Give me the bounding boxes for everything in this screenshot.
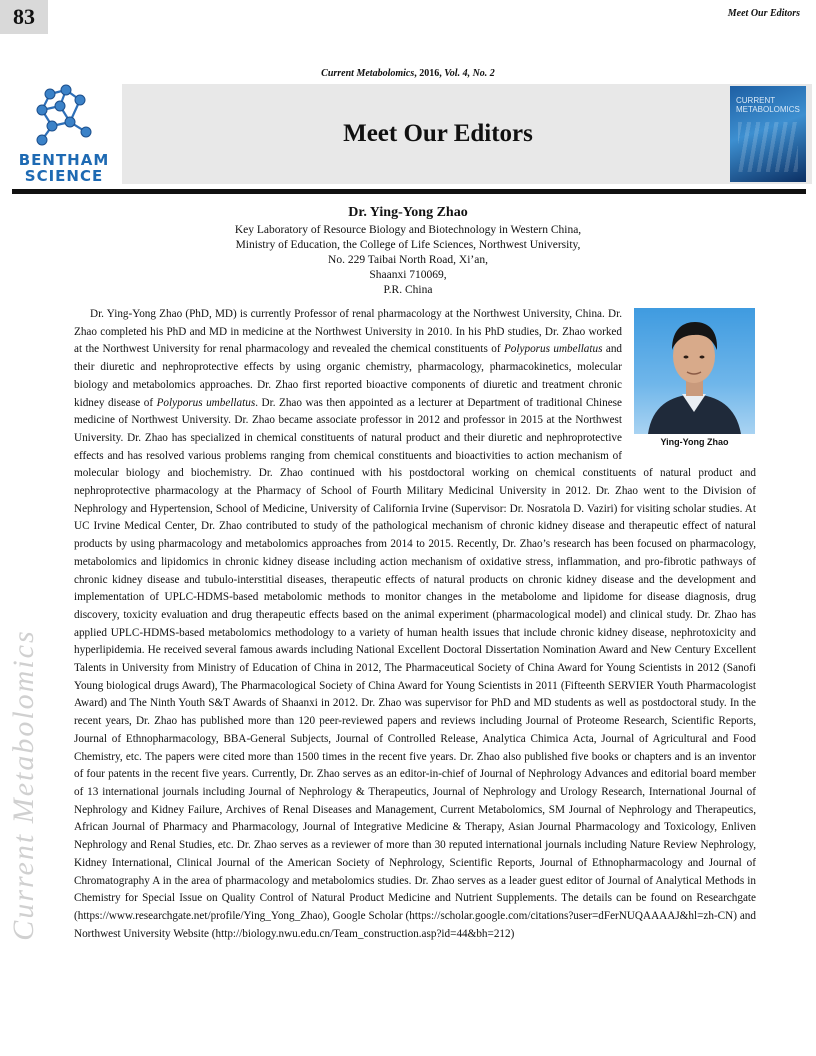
- molecule-icon: [30, 84, 100, 150]
- address-line: Key Laboratory of Resource Biology and Biotechnology in Western China,: [234, 224, 582, 236]
- bio-species-name: Polyporus umbellatus: [156, 396, 256, 409]
- address-line: No. 229 Taibai North Road, Xi’an,: [328, 254, 488, 266]
- cover-graphic: [738, 122, 798, 172]
- cover-title-line-2: METABOLOMICS: [736, 105, 800, 114]
- page-number: 83: [0, 0, 48, 34]
- journal-volume: Vol. 4, No. 2: [444, 68, 495, 79]
- address-line: Shaanxi 710069,: [369, 269, 447, 281]
- watermark-text: Current Metabolomics: [7, 629, 40, 941]
- bio-part-1: Dr. Ying-Yong Zhao (PhD, MD) is currently Professor of renal pharmacology at the Northwest University, China. Dr. Zhao completed his PhD and MD in medicine at the Northwest University in 2010. In his PhD studies, Dr. Zhao worked at the Northwest University for renal pharmacology and revealed the chemical constituents of: [74, 308, 622, 356]
- journal-cover-thumbnail: [730, 86, 806, 182]
- bio-part-2: and their diuretic and nephroprotective effects by using organic chemistry, pharmacology, pharmacokinetics, molecular biology and metabolomics approaches. Dr. Zhao first reported bioactive components of diuretic and treatment chronic kidney disease of: [74, 343, 623, 409]
- publisher-line-2: SCIENCE: [24, 167, 104, 185]
- cover-title-line-1: CURRENT: [736, 96, 776, 105]
- photo-spacer: [622, 306, 756, 456]
- journal-name: Current Metabolomics: [321, 68, 415, 79]
- running-title: Meet Our Editors: [727, 8, 800, 19]
- bio-part-3: . Dr. Zhao was then appointed as a lecturer at Department of traditional Chinese medicine of Northwest University. Dr. Zhao became associate professor in 2012 and professor in 2015 at the Northwest University. Dr. Zhao has specialized in chemical constituents of natural product and their diuretic and nephroprotective effects and has resolved various problems ranging from chemical constituents and bioactivities to action mechanism of molecular biology and biochemistry. Dr. Zhao continued with his postdoctoral working on chemical constituents of natural product and nephroprotective pharmacology at the Pharmacy of School of Fourth Military Medicinal University in 2012. Dr. Zhao went to the Division of Nephrology and Hypertension, School of Medicine, University of California Irvine (Supervisor: Dr. Nosratola D. Vaziri) for visiting scholar studies. At UC Irvine Medical Center, Dr. Zhao contributed to study of the pathological mechanism of chronic kidney disease and therapeutic effect of natural products by using pharmacology and metabolomics approaches from 2014 to 2015. Recently, Dr. Zhao’s research has been focused on pharmacology, metabolomics and lipidomics in chronic kidney disease including action mechanism of oxidative stress, inflammation, and pro-fibrotic pathways of chronic kidney disease and tubulo-interstitial diseases, therapeutic effects of natural products on chronic kidney disease and the development and implementation of UPLC-HDMS-based metabolomic methods to monitor changes in the metabolome and lipidome for disease diagnosis, drug discovery, toxicity evaluation and drug therapeutic effects based on the animal experiment (pharmacological model) and clinical study. Dr. Zhao has applied UPLC-HDMS-based metabolomics methodology to a variety of human health issues that include chronic kidney disease, nephrotoxicity and hyperlipidemia. He received several famous awards including National Excellent Doctoral Dissertation Nomination Award and New Century Excellent Talents in University from Ministry of Education of China in 2012, The Pharmaceutical Society of China Award for Young Scientists in 2012 (Sanofi Young biological drugs Award), The Pharmacological Society of China Award for Young Scientists in 2011 (Fifteenth SERVIER Youth Pharmacologist Award) and The Ninth Youth S&T Awards of Shaanxi in 2012. Dr. Zhao was supervisor for PhD and MD students as well as postdoctoral study. In the recent years, Dr. Zhao has published more than 120 peer-reviewed papers and reviews including Journal of Proteome Research, Scientific Reports, Journal of Ethnopharmacology, BBA-General Subjects, Journal of Controlled Release, Analytica Chimica Acta, Journal of Agricultural and Food Chemistry, etc. The papers were cited more than 1500 times in the recent five years. Dr. Zhao also published five books or chapters and is an inventor of four patents in the recent five years. Currently, Dr. Zhao serves as an editor-in-chief of Journal of Nephrology Advances and editorial board member of 13 international journals including Journal of Nephrology & Therapeutics, Journal of Nephrology and Urology Research, International Journal of Nephrology and Kidney Failure, Archives of Renal Diseases and Management, Current Metabolomics, SM Journal of Nephrology and Therapeutics, African Journal of Pharmacy and Pharmacology, Journal of Integrative Medicine & Therapy, Asian Journal Pharmacology and Toxicology, Enliven Nephrology and Renal Studies, etc. Dr. Zhao serves as a reviewer of more than 30 reputed international journals including Nature Review Nephrology, Kidney International, Clinical Journal of the American Society of Nephrology, Scientific Reports, Journal of Ethnopharmacology and Journal of Chromatography A in the area of pharmacology and metabolomics studies. Dr. Zhao serves as a leader guest editor of Journal of Analytical Methods in Chemistry for Special Issue on Quality Control of Natural Product Medicine and Nutrient Supplements. The details can be found on Researchgate (https://www.researchgate.net/profile/Ying_Yong_Zhao), Google Scholar (https://scholar.google.com/citations?user=dFerNUQAAAAJ&hl=zh-CN) and Northwest University Website (http://biology.nwu.edu.cn/Team_construction.asp?id=44&bh=212): [74, 396, 756, 940]
- biography-text: [74, 306, 756, 943]
- journal-year: , 2016,: [414, 68, 445, 79]
- cover-title: [736, 96, 800, 114]
- header-divider: [12, 189, 806, 194]
- author-block: [0, 204, 816, 298]
- journal-citation-line: [0, 68, 816, 79]
- address-line: Ministry of Education, the College of Life Sciences, Northwest University,: [235, 239, 581, 251]
- photo-caption: Ying-Yong Zhao: [660, 437, 729, 447]
- publisher-wordmark: [12, 152, 116, 184]
- author-name: Dr. Ying-Yong Zhao: [348, 205, 468, 220]
- bentham-science-logo: [12, 84, 116, 184]
- bio-species-name: Polyporus umbellatus: [503, 343, 603, 356]
- page-title: Meet Our Editors: [343, 120, 533, 147]
- address-line: P.R. China: [383, 284, 433, 296]
- publisher-line-1: BENTHAM: [18, 151, 110, 169]
- journal-watermark: [0, 629, 49, 941]
